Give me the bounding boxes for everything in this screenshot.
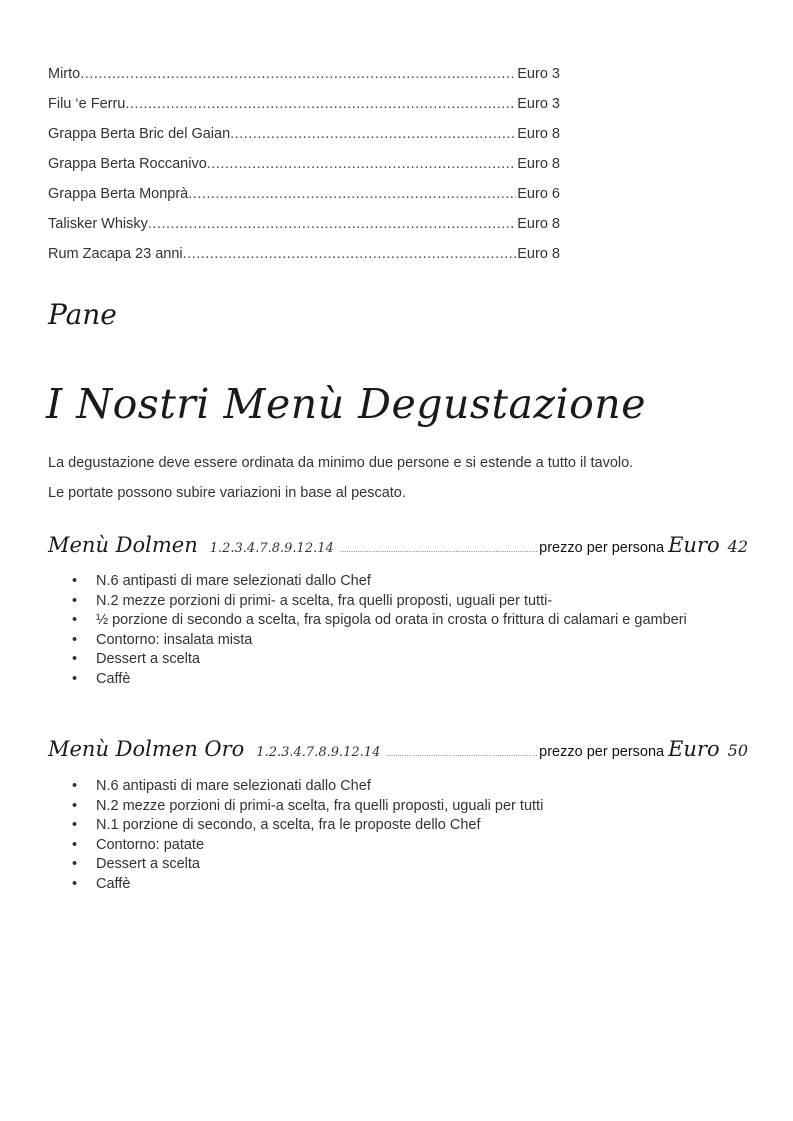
menu-items bbox=[72, 572, 712, 689]
menu-header bbox=[48, 737, 748, 761]
list-item: • ½ porzione di secondo a scelta, fra spigola od orata in crosta o frittura di calamari e gamberi bbox=[72, 611, 712, 631]
drink-name: Talisker Whisky bbox=[48, 216, 148, 232]
drink-item bbox=[48, 186, 560, 216]
menu-price: 42 bbox=[727, 537, 748, 556]
list-item: • Contorno: patate bbox=[72, 836, 712, 856]
currency: Euro bbox=[668, 737, 720, 761]
list-item: • Dessert a scelta bbox=[72, 650, 712, 670]
allergen-codes: 1.2.3.4.7.8.9.12.14 bbox=[256, 745, 381, 760]
currency: Euro bbox=[668, 533, 720, 557]
dot-leader bbox=[340, 545, 537, 554]
drink-price: Euro 8 bbox=[517, 246, 560, 262]
dot-leader bbox=[80, 66, 516, 82]
dot-leader bbox=[207, 156, 516, 172]
menu-header bbox=[48, 533, 748, 557]
drink-price: Euro 8 bbox=[517, 216, 560, 232]
drink-item bbox=[48, 216, 560, 246]
drink-item bbox=[48, 126, 560, 156]
list-item: • Dessert a scelta bbox=[72, 855, 712, 875]
drink-price: Euro 8 bbox=[517, 126, 560, 142]
drink-name: Grappa Berta Roccanivo bbox=[48, 156, 207, 172]
menu-price: 50 bbox=[727, 741, 748, 760]
list-item: • N.2 mezze porzioni di primi-a scelta, fra quelli proposti, uguali per tutti bbox=[72, 797, 712, 817]
drink-item bbox=[48, 156, 560, 186]
dot-leader bbox=[148, 216, 516, 232]
drink-price: Euro 8 bbox=[517, 156, 560, 172]
pane-heading: Pane bbox=[48, 298, 117, 331]
drink-name: Grappa Berta Monprà bbox=[48, 186, 189, 202]
dot-leader bbox=[188, 186, 516, 202]
list-item: • Contorno: insalata mista bbox=[72, 631, 712, 651]
list-item: • N.6 antipasti di mare selezionati dallo Chef bbox=[72, 572, 712, 592]
menu-name: Menù Dolmen bbox=[48, 533, 198, 557]
price-label: prezzo per persona bbox=[539, 540, 665, 556]
menu-name: Menù Dolmen Oro bbox=[48, 737, 245, 761]
drink-name: Filu ‘e Ferru bbox=[48, 96, 126, 112]
price-label: prezzo per persona bbox=[539, 744, 665, 760]
intro-line: Le portate possono subire variazioni in base al pescato. bbox=[48, 485, 406, 501]
dot-leader bbox=[125, 96, 516, 112]
drink-name: Mirto bbox=[48, 66, 81, 82]
drink-item bbox=[48, 96, 560, 126]
drink-item bbox=[48, 66, 560, 96]
dot-leader bbox=[183, 246, 517, 262]
drink-price: Euro 3 bbox=[517, 66, 560, 82]
list-item: • Caffè bbox=[72, 670, 712, 690]
dot-leader bbox=[230, 126, 516, 142]
drink-name: Grappa Berta Bric del Gaian bbox=[48, 126, 231, 142]
drink-price: Euro 6 bbox=[517, 186, 560, 202]
drink-item bbox=[48, 246, 560, 276]
list-item: • N.1 porzione di secondo, a scelta, fra le proposte dello Chef bbox=[72, 816, 712, 836]
intro-line: La degustazione deve essere ordinata da minimo due persone e si estende a tutto il tavolo. bbox=[48, 455, 634, 471]
list-item: • N.6 antipasti di mare selezionati dallo Chef bbox=[72, 777, 712, 797]
drink-price: Euro 3 bbox=[517, 96, 560, 112]
list-item: • N.2 mezze porzioni di primi- a scelta, fra quelli proposti, uguali per tutti- bbox=[72, 592, 712, 612]
drinks-list bbox=[48, 66, 560, 276]
allergen-codes: 1.2.3.4.7.8.9.12.14 bbox=[209, 541, 334, 556]
dot-leader bbox=[386, 749, 537, 758]
drink-name: Rum Zacapa 23 anni bbox=[48, 246, 183, 262]
menu-items bbox=[72, 777, 712, 894]
tasting-menus-title: I Nostri Menù Degustazione bbox=[46, 380, 646, 428]
list-item: • Caffè bbox=[72, 875, 712, 895]
